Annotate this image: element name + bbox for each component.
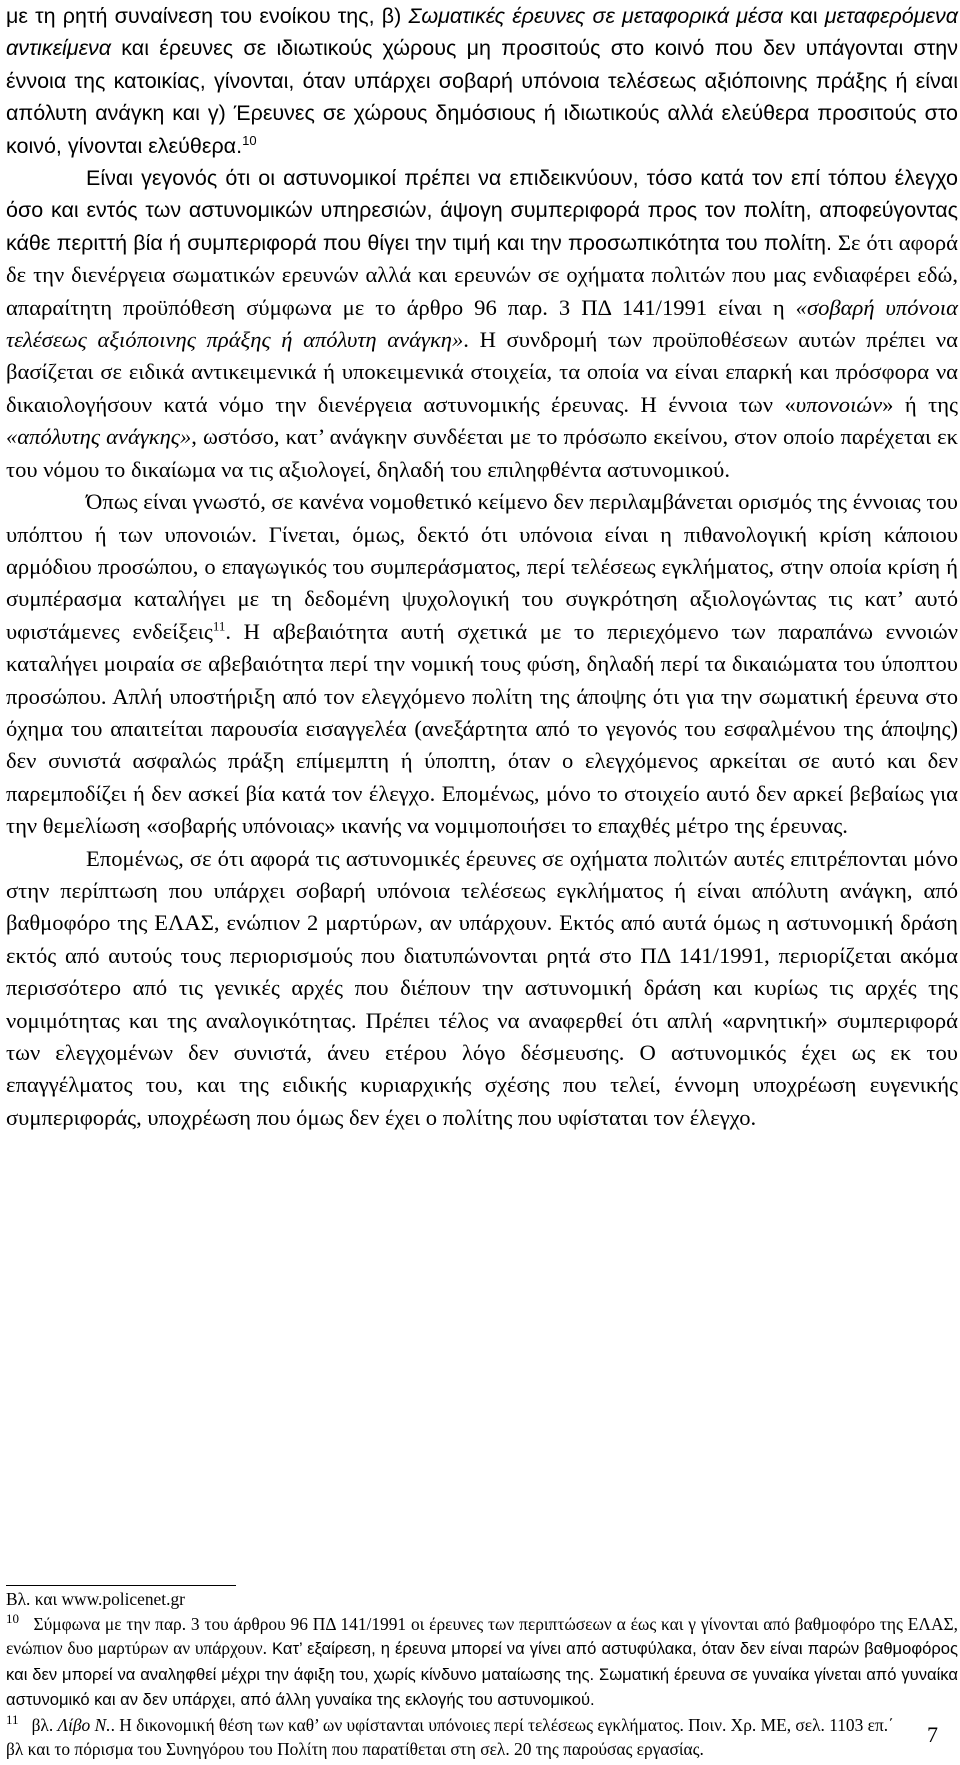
footnote-9-text: Βλ. και www.policenet.gr [6, 1589, 185, 1609]
paragraph-2 [6, 162, 958, 486]
p2-italic-3: «απόλυτης ανάγκης» [6, 424, 192, 450]
p2-text-3: » ή της [882, 391, 958, 417]
footnote-divider [6, 1585, 236, 1586]
footnote-10 [6, 1612, 958, 1713]
p1-italic-2: μεταφερόμενα αντικείμενα [6, 4, 958, 61]
p2-text-4: , ωστόσο, κατ’ ανάγκην συνδέεται με το πρόσωπο εκείνου, στον οποίο παρέχεται εκ του νόμου το δικαίωμα να τις αξιολογεί, δηλαδή του επιληφθέντα αστυνομικού. [6, 424, 958, 482]
p3-text-2: . Η αβεβαιότητα αυτή σχετικά με το περιεχόμενο των παραπάνω εννοιών καταλήγει μοιραία σε αβεβαιότητα περί την νομική τους φύση, δηλαδή περί τα δικαιώματα του ύποπτου προσώπου. Απλή υποστήριξη από τον ελεγχόμενο πολίτη της άποψης ότι για την σωματική έρευνα στο όχημα του απαιτείται παρουσία εισαγγελέα (ανεξάρτητα από το γεγονός του εσφαλμένου της άποψης) δεν συνιστά ασφαλώς πράξη επίμεμπτη ή ύποπτη, όταν ο ελεγχόμενος αρκείται σε αυτό και δεν παρεμποδίζει ή δεν ασκεί βία κατά τον έλεγχο. Επομένως, μόνο το στοιχείο αυτό δεν αρκεί βεβαίως για την θεμελίωση «σοβαρής υπόνοιας» ικανής να νομιμοποιήσει το επαχθές μέτρο της έρευνας. [6, 618, 958, 839]
footnote-11-number: 11 [6, 1711, 19, 1727]
footnotes [6, 1587, 958, 1762]
page-number: 7 [927, 1722, 938, 1747]
body-text [6, 0, 958, 1134]
p3-text-1: Όπως είναι γνωστό, σε κανένα νομοθετικό κείμενο δεν περιλαμβάνεται ορισμός της έννοιας του υπόπτου ή των υπονοιών. Γίνεται, όμως, δεκτό ότι υπόνοια είναι η πιθανολογική κρίση κάποιου αρμόδιου προσώπου, ο επαγωγικός του συμπεράσματος, περί τελέσεως εγκλήματος, στην οποία κρίση ή συμπέρασμα καταλήγει με τη δεδομένη ψυχολογική του συγκρότηση αξιολογώντας τις κατ’ αυτό υφιστάμενες ενδείξεις [6, 489, 958, 644]
p2-text-2: . Η συνδρομή των προϋποθέσεων αυτών πρέπει να βασίζεται σε ειδικά αντικειμενικά ή υποκειμενικά στοιχεία, τα οποία να είναι επαρκή και πρόσφορα να δικαιολογήσουν κατά νόμο την διενέργεια αστυνομικής έρευνας. Η έννοια των « [6, 327, 958, 417]
footnote-11-author: Λίβο Ν. [57, 1714, 111, 1735]
p2-italic-1: «σοβαρή υπόνοια τελέσεως αξιόποινης πράξης ή απόλυτη ανάγκη» [6, 294, 959, 353]
p2-italic-2: υπονοιών [795, 391, 883, 417]
footnote-10-text-2: Κατ’ εξαίρεση, η έρευνα μπορεί να γίνει από αστυφύλακα, όταν δεν είναι παρών βαθμοφόρος και δεν μπορεί να αναληφθεί μέχρι την άφιξη του, χωρίς κίνδυνο ματαίωσης της. Σωματική έρευνα σε γυναίκα γίνεται από γυναίκα αστυνομικό και αν δεν υπάρχει, από άλλη γυναίκα της εκλογής του αστυνομικού. [6, 1639, 958, 1709]
p1-text-1: με τη ρητή συναίνεση του ενοίκου της, β) [6, 4, 409, 28]
p2-text-1: Σε ότι αφορά δε την διενέργεια σωματικών ερευνών αλλά και ερευνών σε οχήματα πολιτών που μας ενδιαφέρει εδώ, απαραίτητη προϋπόθεση σύμφωνα με το άρθρο 96 παρ. 3 ΠΔ 141/1991 είναι η [6, 229, 959, 320]
footnote-11-text-2: . Η δικονομική θέση των καθ’ ων υφίστανται υπόνοιες περί τελέσεως εγκλήματος. Ποιν. Χρ. ΜΕ, σελ. 1103 επ.΄ [110, 1714, 894, 1735]
footnote-10-text-1: Σύμφωνα με την παρ. 3 του άρθρου 96 ΠΔ 141/1991 οι έρευνες των περιπτώσεων α έως και γ γίνονται από βαθμοφόρο της ΕΛΑΣ, ενώπιον δυο μαρτύρων αν υπάρχουν. [6, 1613, 959, 1658]
footnote-ref-10[interactable]: 10 [242, 132, 257, 148]
p4-text-1: Επομένως, σε ότι αφορά τις αστυνομικές έρευνες σε οχήματα πολιτών αυτές επιτρέπονται μόνο στην περίπτωση που υπάρχει σοβαρή υπόνοια τελέσεως εγκλήματος ή είναι απόλυτη ανάγκη, από βαθμοφόρο της ΕΛΑΣ, ενώπιον 2 μαρτύρων, αν υπάρχουν. Εκτός από αυτά όμως η αστυνομική δράση εκτός από αυτούς τους περιορισμούς που διατυπώνονται ρητά στο ΠΔ 141/1991, περιορίζεται ακόμα περισσότερο από τις γενικές αρχές που διέπουν την αστυνομική δράση και κυρίως τις αρχές της νομιμότητας και της αναλογικότητας. Πρέπει τέλος να αναφερθεί ότι απλή «αρνητική» συμπεριφορά των ελεγχομένων δεν συνιστά, άνευ ετέρου λόγο δέσμευσης. Ο αστυνομικός έχει ως εκ του επαγγέλματος του, και της ειδικής κυριαρχικής σχέσης που τελεί, έννομη υποχρέωση ευγενικής συμπεριφοράς, υποχρέωση που όμως δεν έχει ο πολίτης που υφίσταται τον έλεγχο. [6, 845, 958, 1130]
p2-sentence-1: Είναι γεγονός ότι οι αστυνομικοί πρέπει να επιδεικνύουν, τόσο κατά τον επί τόπου έλεγχο όσο και εντός των αστυνομικών υπηρεσιών, άψογη συμπεριφορά προς τον πολίτη, αποφεύγοντας κάθε περιττή βία ή συμπεριφορά που θίγει την τιμή και την προσωπικότητα του πολίτη. [6, 166, 958, 255]
footnote-11 [6, 1713, 958, 1738]
footnote-ref-11[interactable]: 11 [212, 618, 226, 634]
footnote-10-number: 10 [6, 1610, 19, 1626]
p1-text-3: και έρευνες σε ιδιωτικούς χώρους μη προσιτούς στο κοινό που δεν υπάγονται στην έννοια της κατοικίας, γίνονται, όταν υπάρχει σοβαρή υπόνοια τελέσεως αξιόποινης πράξης ή είναι απόλυτη ανάγκη και γ) Έρευνες σε χώρους δημόσιους ή ιδιωτικούς αλλά ελεύθερα προσιτούς στο κοινό, γίνονται ελεύθερα. [6, 36, 958, 158]
p1-italic-1: Σωματικές έρευνες σε μεταφορικά μέσα [408, 4, 783, 28]
p1-text-2: και [782, 4, 825, 28]
footnote-12-text: βλ και το πόρισμα του Συνηγόρου του Πολίτη που παρατίθεται στη σελ. 20 της παρούσας εργασίας. [6, 1739, 704, 1759]
footnote-12 [6, 1737, 958, 1762]
paragraph-3 [6, 486, 958, 842]
footnote-9 [6, 1587, 958, 1612]
paragraph-4 [6, 843, 958, 1135]
footnote-11-text-1: βλ. [31, 1714, 58, 1735]
paragraph-1 [6, 0, 958, 162]
